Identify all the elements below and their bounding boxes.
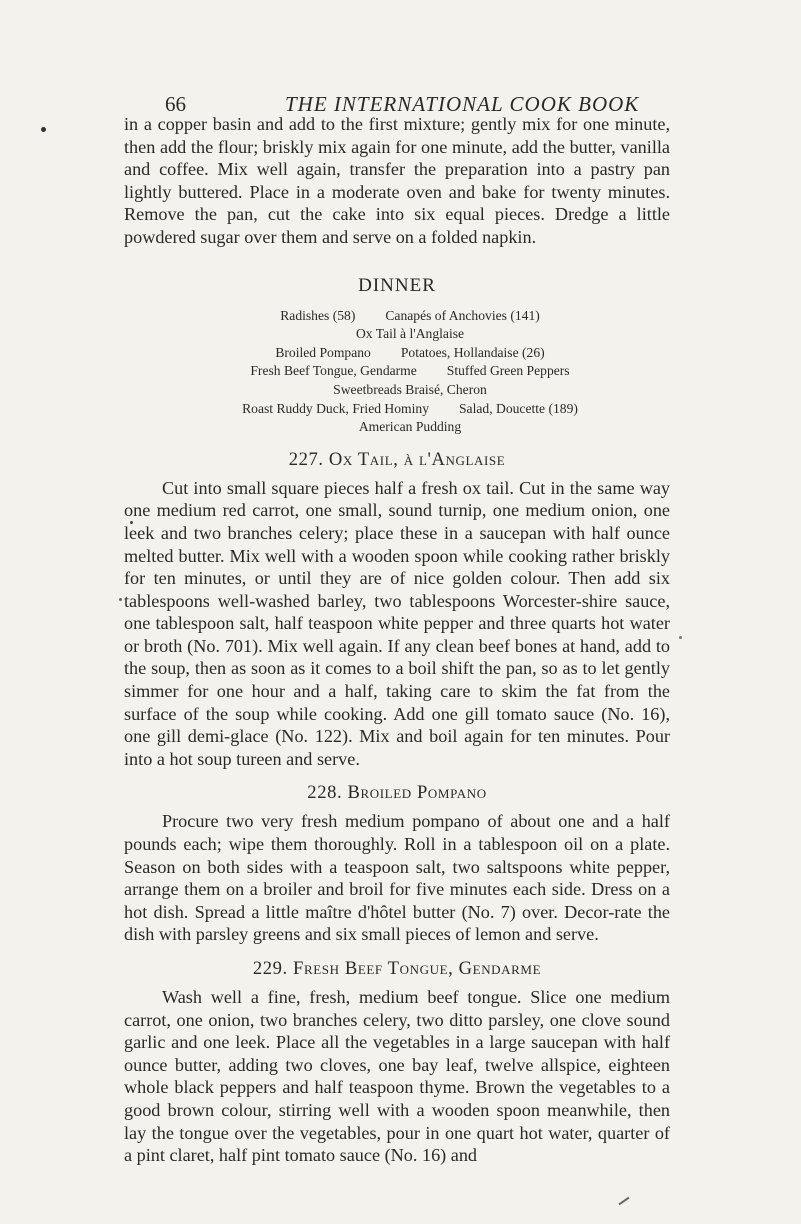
running-title: THE INTERNATIONAL COOK BOOK xyxy=(285,92,640,116)
menu-item: Salad, Doucette (189) xyxy=(459,400,578,416)
dinner-menu xyxy=(164,307,656,437)
menu-item: Canapés of Anchovies (141) xyxy=(385,307,540,323)
menu-row xyxy=(164,418,656,437)
menu-row xyxy=(164,400,656,419)
menu-item: Roast Ruddy Duck, Fried Hominy xyxy=(242,400,429,416)
menu-row xyxy=(164,362,656,381)
menu-item: Ox Tail à l'Anglaise xyxy=(355,326,465,342)
recipe-text: Procure two very fresh medium pompano of about one and a half pounds each; wipe them thoroughly. Roll in a tablespoon oil on a plate. Season on both sides with a teaspoon salt, two saltspoons white pepper, arrange them on a broiler and broil for five minutes each side. Dress on a hot dish. Spread a little maître d'hôtel butter (No. 7) over. Decor-rate the dish with parsley greens and six small pieces of lemon and serve. xyxy=(124,811,670,945)
ink-dot xyxy=(41,127,46,132)
text-column xyxy=(124,113,670,1167)
recipe-title: 229. Fresh Beef Tongue, Gendarme xyxy=(252,958,542,979)
ink-dot xyxy=(679,636,682,639)
recipe-text: Wash well a fine, fresh, medium beef tongue. Slice one medium carrot, one onion, two branches celery, two ditto parsley, one clove sound garlic and one leek. Place all the vegetables in a large saucepan with half ounce butter, adding two cloves, one bay leaf, twelve allspice, eighteen whole black peppers and half teaspoon thyme. Brown the vegetables to a good brown colour, stirring well with a wooden spoon meanwhile, then lay the tongue over the vegetables, pour in one quart hot water, quarter of a pint claret, half pint tomato sauce (No. 16) and xyxy=(124,987,670,1166)
menu-row xyxy=(164,325,656,344)
menu-item: Radishes (58) xyxy=(280,307,356,323)
dinner-heading: DINNER xyxy=(358,274,436,296)
menu-item: Broiled Pompano xyxy=(275,344,371,360)
menu-row xyxy=(164,381,656,400)
menu-item: Stuffed Green Peppers xyxy=(446,363,570,379)
intro-paragraph: in a copper basin and add to the first mixture; gently mix for one minute, then add the flour; briskly mix again for one minute, add the butter, vanilla and coffee. Mix well again, transfer the preparation into a pastry pan lightly buttered. Place in a moderate oven and bake for twenty minutes. Remove the pan, cut the cake into six equal pieces. Dredge a little powdered sugar over them and serve on a folded napkin. xyxy=(124,114,670,247)
menu-item: American Pudding xyxy=(358,419,462,435)
menu-row xyxy=(164,307,656,326)
menu-item: Fresh Beef Tongue, Gendarme xyxy=(250,363,417,379)
page-number: 66 xyxy=(165,92,186,116)
menu-item: Sweetbreads Braisé, Cheron xyxy=(333,381,487,397)
recipe-title: 228. Broiled Pompano xyxy=(307,782,487,804)
menu-row xyxy=(164,344,656,363)
recipe-title: 227. Ox Tail, à l'Anglaise xyxy=(288,448,506,470)
ink-mark xyxy=(619,1197,630,1206)
recipe-text: Cut into small square pieces half a fresh ox tail. Cut in the same way one medium red carrot, one small, sound turnip, one medium onion, one leek and two branches celery; place these in a saucepan with half ounce melted butter. Mix well with a wooden spoon while cooking rather briskly for ten minutes, or until they are of nice golden colour. Then add six tablespoons well-washed barley, two tablespoons Worcester-shire sauce, one tablespoon salt, half teaspoon white pepper and three quarts hot water or broth (No. 701). Mix well again. If any clean beef bones at hand, add to the soup, then as soon as it comes to a boil shift the pan, so as to let gently simmer for one hour and a half, taking care to skim the fat from the surface of the soup while cooking. Add one gill tomato sauce (No. 16), one gill demi-glace (No. 122). Mix and boil again for ten minutes. Pour into a hot soup tureen and serve. xyxy=(124,477,670,769)
ink-dot xyxy=(119,598,122,601)
menu-item: Potatoes, Hollandaise (26) xyxy=(400,344,545,360)
